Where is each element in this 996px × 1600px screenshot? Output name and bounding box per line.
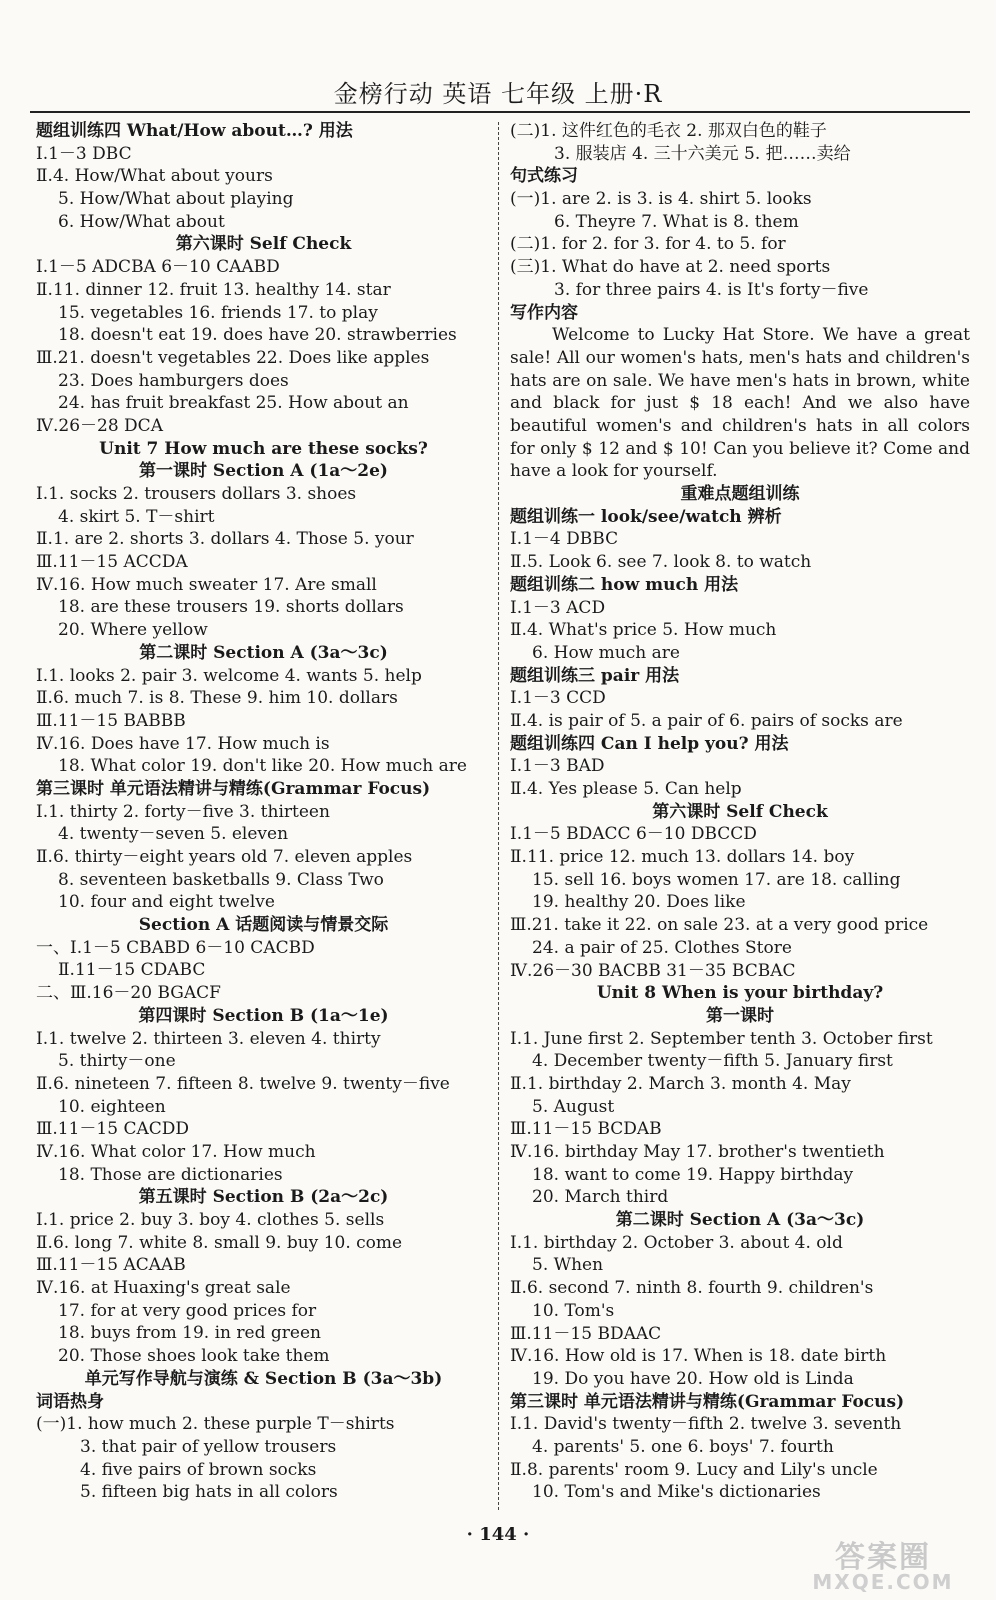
answer-line: 18. doesn't eat 19. does have 20. strawberries bbox=[58, 325, 457, 346]
answer-line: 3. 服装店 4. 三十六美元 5. 把……卖给 bbox=[554, 143, 851, 164]
answer-line: Ⅱ.6. long 7. white 8. small 9. buy 10. come bbox=[36, 1232, 403, 1253]
answer-line: 句式练习 bbox=[510, 166, 578, 187]
answer-column-right bbox=[510, 120, 970, 1510]
answer-line: Ⅳ.16. birthday May 17. brother's twentieth bbox=[510, 1142, 885, 1163]
answer-line: Ⅰ.1－3 DBC bbox=[36, 143, 132, 164]
answer-line: Ⅰ.1. twelve 2. thirteen 3. eleven 4. thirty bbox=[36, 1028, 381, 1049]
answer-line: 8. seventeen basketballs 9. Class Two bbox=[58, 869, 384, 890]
answer-line: 15. vegetables 16. friends 17. to play bbox=[58, 302, 378, 323]
answer-line: Ⅱ.6. much 7. is 8. These 9. him 10. dollars bbox=[36, 688, 398, 709]
answer-line: Ⅲ.11－15 BCDAB bbox=[510, 1119, 662, 1140]
answer-line: 单元写作导航与演练 & Section B (3a～3b) bbox=[84, 1368, 443, 1389]
answer-column-left bbox=[36, 120, 491, 1510]
page-header bbox=[0, 0, 996, 120]
answer-line: 第二课时 Section A (3a～3c) bbox=[139, 642, 388, 663]
answer-line: 15. sell 16. boys women 17. are 18. calling bbox=[532, 869, 901, 890]
answer-line: Ⅱ.5. Look 6. see 7. look 8. to watch bbox=[510, 552, 812, 573]
answer-line: 词语热身 bbox=[36, 1391, 104, 1412]
answer-line: Ⅱ.1. birthday 2. March 3. month 4. May bbox=[510, 1073, 851, 1094]
watermark-url: MXQE.COM bbox=[812, 1570, 954, 1594]
answer-line: Ⅱ.4. What's price 5. How much bbox=[510, 620, 777, 641]
answer-line: Ⅳ.16. at Huaxing's great sale bbox=[36, 1278, 291, 1299]
answer-line: 第六课时 Self Check bbox=[652, 801, 828, 822]
answer-line: 10. four and eight twelve bbox=[58, 892, 275, 913]
answer-line: 18. Those are dictionaries bbox=[58, 1164, 283, 1185]
answer-line: Ⅱ.4. is pair of 5. a pair of 6. pairs of socks are bbox=[510, 710, 903, 731]
answer-line: Ⅰ.1. birthday 2. October 3. about 4. old bbox=[510, 1232, 843, 1253]
answer-line: 题组训练四 What/How about…? 用法 bbox=[36, 121, 353, 141]
answer-line: 6. How/What about bbox=[58, 211, 225, 232]
answer-line: Ⅰ.1. June first 2. September tenth 3. October first bbox=[510, 1028, 933, 1049]
answer-line: Unit 7 How much are these socks? bbox=[99, 438, 428, 459]
answer-line: (二)1. 这件红色的毛衣 2. 那双白色的鞋子 bbox=[510, 121, 827, 141]
answer-line: 6. Theyre 7. What is 8. them bbox=[554, 211, 799, 232]
answer-line: Ⅱ.6. second 7. ninth 8. fourth 9. children's bbox=[510, 1278, 874, 1299]
answer-line: Ⅲ.21. take it 22. on sale 23. at a very good price bbox=[510, 915, 929, 936]
answer-line: Ⅰ.1. thirty 2. forty－five 3. thirteen bbox=[36, 801, 330, 822]
answer-line: 第二课时 Section A (3a～3c) bbox=[615, 1210, 865, 1231]
answer-line: 4. twenty－seven 5. eleven bbox=[58, 824, 289, 845]
answer-line: 第四课时 Section B (1a～1e) bbox=[138, 1005, 389, 1026]
answer-line: 5. thirty－one bbox=[58, 1051, 176, 1072]
answer-line: 3. for three pairs 4. is It's forty－five bbox=[554, 279, 869, 300]
answer-line: 18. What color 19. don't like 20. How much are bbox=[58, 756, 467, 777]
answer-line: 20. Those shoes look take them bbox=[58, 1346, 330, 1367]
answer-line: Ⅳ.16. What color 17. How much bbox=[36, 1141, 316, 1162]
answer-line: 3. that pair of yellow trousers bbox=[80, 1436, 337, 1457]
answer-line: Ⅰ.1－3 BAD bbox=[510, 756, 605, 777]
answer-line: Ⅰ.1－3 CCD bbox=[510, 688, 606, 709]
answer-line: 题组训练一 look/see/watch 辨析 bbox=[510, 506, 782, 527]
answer-line: Ⅳ.26－28 DCA bbox=[36, 415, 163, 436]
answer-line: 17. for at very good prices for bbox=[58, 1300, 317, 1321]
answer-line: 第五课时 Section B (2a～2c) bbox=[138, 1187, 389, 1208]
answer-line: Ⅱ.8. parents' room 9. Lucy and Lily's uncle bbox=[510, 1459, 878, 1480]
answer-line: Ⅱ.4. Yes please 5. Can help bbox=[510, 779, 742, 800]
answer-line: 第三课时 单元语法精讲与精练(Grammar Focus) bbox=[510, 1391, 905, 1412]
answer-line: 题组训练四 Can I help you? 用法 bbox=[510, 733, 789, 754]
answer-line: Ⅳ.16. How much sweater 17. Are small bbox=[36, 574, 377, 595]
answer-line: 6. How much are bbox=[532, 642, 680, 663]
answer-line: 题组训练三 pair 用法 bbox=[510, 665, 680, 686]
answer-line: 24. has fruit breakfast 25. How about an bbox=[58, 393, 409, 414]
header-rule bbox=[30, 111, 970, 113]
answer-line: Ⅱ.4. How/What about yours bbox=[36, 166, 273, 187]
answer-line: Ⅲ.11－15 CACDD bbox=[36, 1119, 190, 1140]
answer-line: 一、Ⅰ.1－5 CBABD 6－10 CACBD bbox=[36, 937, 315, 958]
answer-line: Ⅰ.1－5 BDACC 6－10 DBCCD bbox=[510, 824, 757, 845]
answer-line: 19. healthy 20. Does like bbox=[532, 892, 746, 913]
answer-line: 4. parents' 5. one 6. boys' 7. fourth bbox=[532, 1436, 834, 1457]
answer-line: Unit 8 When is your birthday? bbox=[596, 983, 884, 1004]
answer-line: (一)1. how much 2. these purple T－shirts bbox=[36, 1414, 395, 1435]
answer-line: 题组训练二 how much 用法 bbox=[510, 574, 739, 595]
answer-line: Ⅳ.26－30 BACBB 31－35 BCBAC bbox=[510, 960, 796, 981]
answer-line: (三)1. What do have at 2. need sports bbox=[510, 257, 831, 278]
answer-line: 5. August bbox=[532, 1096, 615, 1117]
book-title: 金榜行动 英语 七年级 上册·R bbox=[333, 80, 663, 108]
answer-line: Ⅰ.1. price 2. buy 3. boy 4. clothes 5. sells bbox=[36, 1210, 385, 1230]
answer-line: Ⅱ.6. thirty－eight years old 7. eleven apples bbox=[36, 847, 413, 867]
answer-line: 5. fifteen big hats in all colors bbox=[80, 1482, 338, 1503]
answer-line: 18. buys from 19. in red green bbox=[58, 1323, 321, 1344]
answer-line: Ⅱ.6. nineteen 7. fifteen 8. twelve 9. twenty－five bbox=[36, 1073, 450, 1094]
answer-line: Ⅲ.11－15 ACCDA bbox=[36, 552, 188, 573]
answer-line: 4. five pairs of brown socks bbox=[80, 1459, 317, 1480]
answer-line: 二、Ⅲ.16－20 BGACF bbox=[36, 983, 221, 1004]
answer-line: Ⅳ.16. Does have 17. How much is bbox=[36, 733, 330, 754]
answer-line: Ⅱ.11. price 12. much 13. dollars 14. boy bbox=[510, 847, 855, 868]
answer-line: 18. are these trousers 19. shorts dollars bbox=[58, 597, 404, 618]
answer-line: 20. March third bbox=[532, 1187, 669, 1208]
answer-line: Ⅲ.21. doesn't vegetables 22. Does like apples bbox=[36, 347, 430, 368]
answer-line: Ⅲ.11－15 BDAAC bbox=[510, 1323, 662, 1344]
answer-line: (二)1. for 2. for 3. for 4. to 5. for bbox=[510, 234, 786, 255]
answer-line: 19. Do you have 20. How old is Linda bbox=[532, 1368, 854, 1389]
column-divider bbox=[498, 122, 499, 1510]
answer-line: 18. want to come 19. Happy birthday bbox=[532, 1164, 854, 1185]
answer-line: Ⅲ.11－15 BABBB bbox=[36, 710, 186, 731]
answer-line: 写作内容 bbox=[510, 302, 578, 323]
answer-line: 24. a pair of 25. Clothes Store bbox=[532, 937, 792, 958]
answer-line: 4. December twenty－fifth 5. January first bbox=[532, 1051, 893, 1072]
answer-line: 10. eighteen bbox=[58, 1096, 166, 1117]
answer-line: 10. Tom's bbox=[532, 1300, 615, 1321]
watermark-logo bbox=[788, 1532, 978, 1596]
answer-line: Ⅱ.1. are 2. shorts 3. dollars 4. Those 5. your bbox=[36, 529, 414, 550]
answer-line: Ⅰ.1－4 DBBC bbox=[510, 529, 619, 550]
answer-line: Ⅰ.1－3 ACD bbox=[510, 597, 606, 618]
answer-line: 20. Where yellow bbox=[58, 620, 208, 641]
answer-line: Section A 话题阅读与情景交际 bbox=[138, 915, 389, 936]
answer-line: Ⅰ.1. David's twenty－fifth 2. twelve 3. seventh bbox=[510, 1414, 902, 1435]
answer-line: Ⅱ.11－15 CDABC bbox=[58, 960, 206, 981]
answer-line: Ⅰ.1. socks 2. trousers dollars 3. shoes bbox=[36, 484, 357, 504]
answer-line: 23. Does hamburgers does bbox=[58, 370, 289, 391]
answer-line: 重难点题组训练 bbox=[680, 484, 800, 505]
answer-line: 4. skirt 5. T－shirt bbox=[58, 506, 215, 527]
page-number: · 144 · bbox=[466, 1524, 530, 1545]
answer-line: Ⅰ.1－5 ADCBA 6－10 CAABD bbox=[36, 257, 280, 278]
answer-line: Ⅲ.11－15 ACAAB bbox=[36, 1255, 186, 1276]
answer-line: 第三课时 单元语法精讲与精练(Grammar Focus) bbox=[36, 778, 431, 799]
answer-line: 5. When bbox=[532, 1255, 604, 1276]
answer-line: (一)1. are 2. is 3. is 4. shirt 5. looks bbox=[510, 189, 812, 210]
watermark-text: 答案圈 bbox=[835, 1540, 931, 1575]
answer-line: 5. How/What about playing bbox=[58, 189, 294, 210]
answer-line: Ⅳ.16. How old is 17. When is 18. date birth bbox=[510, 1346, 887, 1367]
answer-line: Ⅱ.11. dinner 12. fruit 13. healthy 14. star bbox=[36, 279, 391, 300]
answer-line: Welcome to Lucky Hat Store. We have a great sale! All our women's hats, men's hats and children's hats are on sale. We have men's hats in brown, white and black for just $ 18 each! And we also have beautiful women's and children's hats in all colors for only $ 12 and $ 10! Can you believe it? Come and have a look for yourself. bbox=[510, 325, 970, 482]
answer-line: 第一课时 Section A (1a～2e) bbox=[139, 461, 388, 482]
answer-line: Ⅰ.1. looks 2. pair 3. welcome 4. wants 5. help bbox=[36, 665, 422, 686]
answer-line: 第一课时 bbox=[706, 1005, 774, 1026]
answer-line: 第六课时 Self Check bbox=[175, 234, 352, 255]
answer-line: 10. Tom's and Mike's dictionaries bbox=[532, 1482, 821, 1503]
